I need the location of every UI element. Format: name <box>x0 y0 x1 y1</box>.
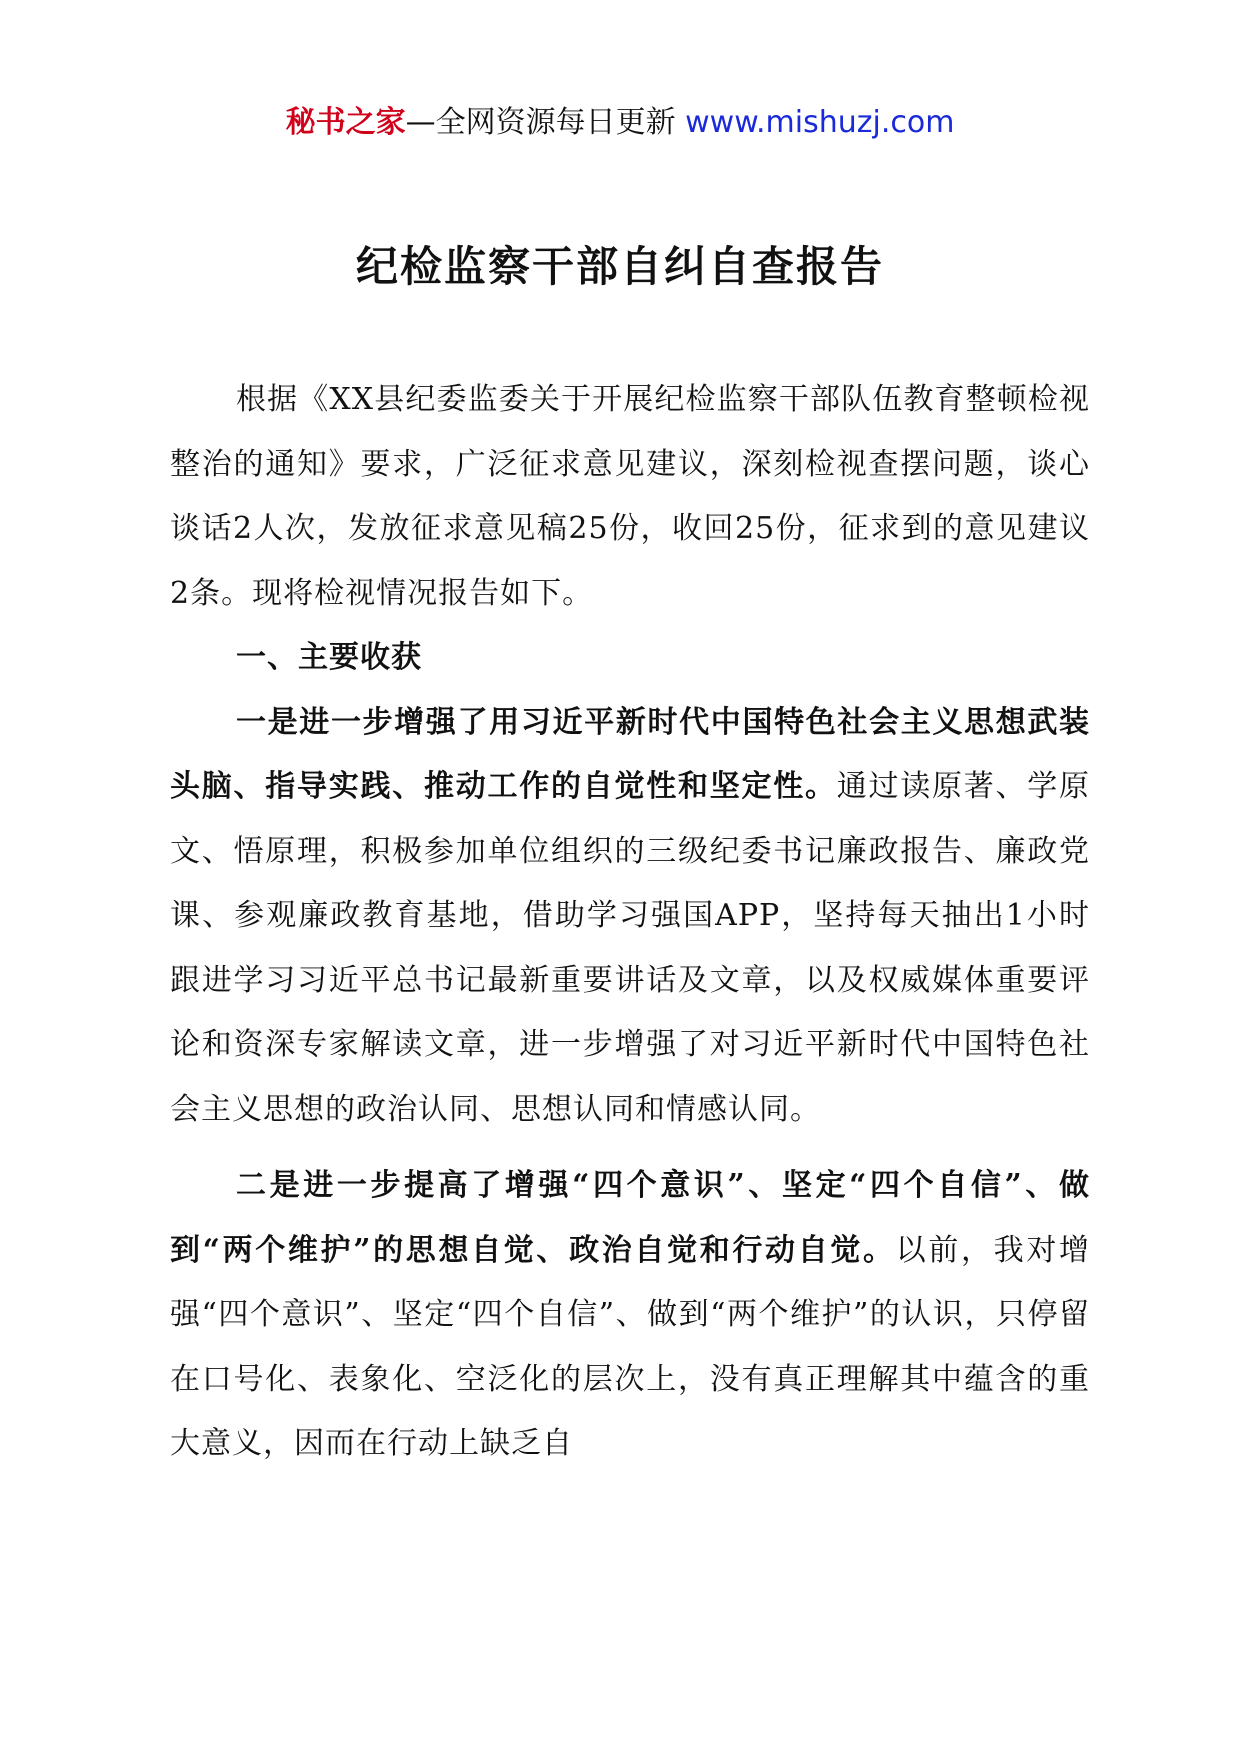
section-heading: 一、主要收获 <box>236 640 422 675</box>
item-paragraph-1 <box>170 691 1090 1143</box>
item-paragraph-2 <box>170 1154 1090 1477</box>
site-header <box>0 103 1240 143</box>
intro-paragraph: 根据《XX县纪委监委关于开展纪检监察干部队伍教育整顿检视整治的通知》要求，广泛征求意见建议，深刻检视查摆问题，谈心谈话2人次，发放征求意见稿25份，收回25份，征求到的意见建议2条。现将检视情况报告如下。 <box>170 382 1090 611</box>
item-lead-1: 一是进一步增强了用习近平新时代中国特色社会主义思想武装头脑、指导实践、推动工作的自觉性和坚定性。 <box>170 704 1090 804</box>
document-title: 纪检监察干部自纠自查报告 <box>355 242 884 291</box>
brand-name: 秘书之家 <box>285 105 406 140</box>
item-body-1: 通过读原著、学原文、悟原理，积极参加单位组织的三级纪委书记廉政报告、廉政党课、参观廉政教育基地，借助学习强国APP，坚持每天抽出1小时跟进学习习近平总书记最新重要讲话及文章，以及权威媒体重要评论和资深专家解读文章，进一步增强了对习近平新时代中国特色社会主义思想的政治认同、思想认同和情感认同。 <box>170 769 1090 1127</box>
header-tagline: —全网资源每日更新 <box>405 105 686 140</box>
document-body <box>170 368 1090 1477</box>
website-url[interactable]: www.mishuzj.com <box>685 105 955 140</box>
item-body-2: 以前，我对增强“四个意识”、坚定“四个自信”、做到“两个维护”的认识，只停留在口号化、表象化、空泛化的层次上，没有真正理解其中蕴含的重大意义，因而在行动上缺乏自 <box>170 1232 1091 1461</box>
item-lead-2: 二是进一步提高了增强“四个意识”、坚定“四个自信”、做到“两个维护”的思想自觉、政治自觉和行动自觉。 <box>170 1168 1090 1268</box>
